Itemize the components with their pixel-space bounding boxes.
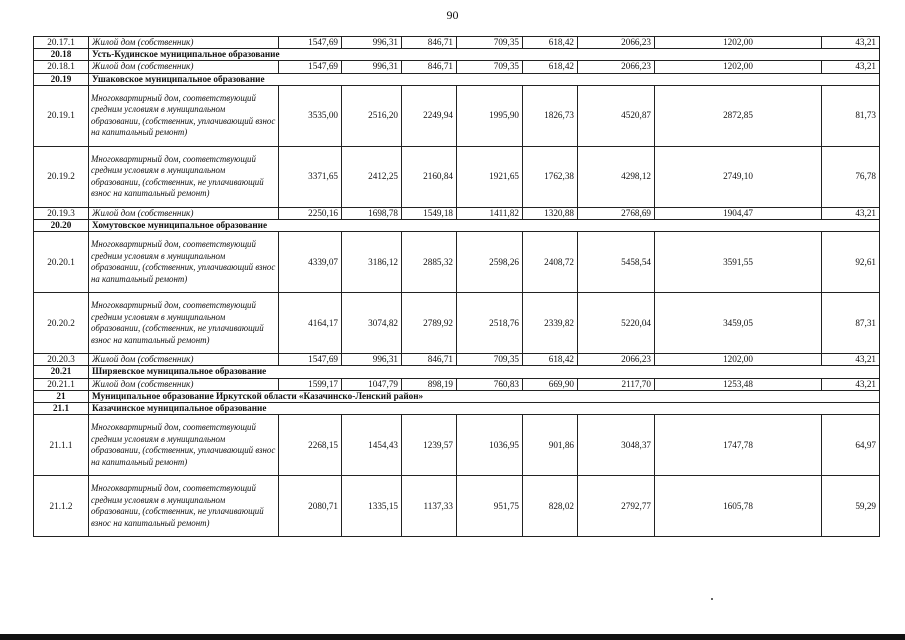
row-description: Жилой дом (собственник) bbox=[89, 207, 279, 219]
value-cell: 898,19 bbox=[402, 378, 457, 390]
value-cell: 3591,55 bbox=[655, 232, 822, 293]
section-row bbox=[34, 390, 880, 402]
value-cell: 996,31 bbox=[342, 354, 402, 366]
section-title: Хомутовское муниципальное образование bbox=[89, 220, 880, 232]
value-cell: 1904,47 bbox=[655, 207, 822, 219]
value-cell: 828,02 bbox=[523, 476, 578, 537]
value-cell: 1547,69 bbox=[279, 37, 342, 49]
value-cell: 87,31 bbox=[822, 293, 880, 354]
table-row bbox=[34, 61, 880, 73]
value-cell: 43,21 bbox=[822, 37, 880, 49]
tariff-table bbox=[33, 36, 880, 537]
value-cell: 2066,23 bbox=[578, 354, 655, 366]
value-cell: 846,71 bbox=[402, 37, 457, 49]
row-code: 21.1.2 bbox=[34, 476, 89, 537]
row-description: Многоквартирный дом, соответствующий средним условиям в муниципальном образовании, (собственник, уплачивающий взнос на капитальный ремонт) bbox=[89, 85, 279, 146]
value-cell: 2518,76 bbox=[457, 293, 523, 354]
page-number: 90 bbox=[446, 8, 459, 22]
section-code: 20.18 bbox=[34, 49, 89, 61]
value-cell: 1036,95 bbox=[457, 415, 523, 476]
section-title: Ушаковское муниципальное образование bbox=[89, 73, 880, 85]
row-code: 20.21.1 bbox=[34, 378, 89, 390]
value-cell: 996,31 bbox=[342, 37, 402, 49]
value-cell: 2268,15 bbox=[279, 415, 342, 476]
value-cell: 4164,17 bbox=[279, 293, 342, 354]
table-row bbox=[34, 232, 880, 293]
value-cell: 81,73 bbox=[822, 85, 880, 146]
value-cell: 92,61 bbox=[822, 232, 880, 293]
value-cell: 2066,23 bbox=[578, 37, 655, 49]
value-cell: 2339,82 bbox=[523, 293, 578, 354]
value-cell: 2789,92 bbox=[402, 293, 457, 354]
value-cell: 618,42 bbox=[523, 37, 578, 49]
scan-edge bbox=[0, 634, 905, 640]
value-cell: 5220,04 bbox=[578, 293, 655, 354]
section-row bbox=[34, 49, 880, 61]
value-cell: 2598,26 bbox=[457, 232, 523, 293]
value-cell: 1826,73 bbox=[523, 85, 578, 146]
value-cell: 43,21 bbox=[822, 207, 880, 219]
section-title: Усть-Кудинское муниципальное образование bbox=[89, 49, 880, 61]
value-cell: 2249,94 bbox=[402, 85, 457, 146]
section-title: Казачинское муниципальное образование bbox=[89, 403, 880, 415]
row-code: 20.19.3 bbox=[34, 207, 89, 219]
table-body bbox=[34, 37, 880, 537]
value-cell: 618,42 bbox=[523, 354, 578, 366]
value-cell: 1320,88 bbox=[523, 207, 578, 219]
value-cell: 2792,77 bbox=[578, 476, 655, 537]
value-cell: 5458,54 bbox=[578, 232, 655, 293]
value-cell: 1747,78 bbox=[655, 415, 822, 476]
value-cell: 2408,72 bbox=[523, 232, 578, 293]
table-row bbox=[34, 415, 880, 476]
value-cell: 709,35 bbox=[457, 61, 523, 73]
value-cell: 1047,79 bbox=[342, 378, 402, 390]
row-code: 20.17.1 bbox=[34, 37, 89, 49]
scan-speck bbox=[711, 598, 713, 600]
value-cell: 1202,00 bbox=[655, 37, 822, 49]
row-code: 20.20.1 bbox=[34, 232, 89, 293]
value-cell: 2250,16 bbox=[279, 207, 342, 219]
value-cell: 1411,82 bbox=[457, 207, 523, 219]
value-cell: 4298,12 bbox=[578, 146, 655, 207]
row-description: Жилой дом (собственник) bbox=[89, 354, 279, 366]
row-description: Многоквартирный дом, соответствующий средним условиям в муниципальном образовании, (собственник, не уплачивающий взнос на капитальный ремонт) bbox=[89, 476, 279, 537]
row-description: Жилой дом (собственник) bbox=[89, 378, 279, 390]
value-cell: 1599,17 bbox=[279, 378, 342, 390]
value-cell: 2412,25 bbox=[342, 146, 402, 207]
value-cell: 1921,65 bbox=[457, 146, 523, 207]
value-cell: 2516,20 bbox=[342, 85, 402, 146]
row-code: 20.19.2 bbox=[34, 146, 89, 207]
section-code: 21.1 bbox=[34, 403, 89, 415]
value-cell: 951,75 bbox=[457, 476, 523, 537]
value-cell: 1995,90 bbox=[457, 85, 523, 146]
value-cell: 3186,12 bbox=[342, 232, 402, 293]
value-cell: 76,78 bbox=[822, 146, 880, 207]
value-cell: 2066,23 bbox=[578, 61, 655, 73]
row-description: Многоквартирный дом, соответствующий средним условиям в муниципальном образовании, (собственник, уплачивающий взнос на капитальный ремонт) bbox=[89, 232, 279, 293]
value-cell: 618,42 bbox=[523, 61, 578, 73]
value-cell: 43,21 bbox=[822, 378, 880, 390]
value-cell: 2749,10 bbox=[655, 146, 822, 207]
value-cell: 64,97 bbox=[822, 415, 880, 476]
section-code: 21 bbox=[34, 390, 89, 402]
value-cell: 1454,43 bbox=[342, 415, 402, 476]
section-code: 20.20 bbox=[34, 220, 89, 232]
section-code: 20.19 bbox=[34, 73, 89, 85]
value-cell: 2117,70 bbox=[578, 378, 655, 390]
value-cell: 846,71 bbox=[402, 61, 457, 73]
section-row bbox=[34, 220, 880, 232]
value-cell: 846,71 bbox=[402, 354, 457, 366]
value-cell: 1762,38 bbox=[523, 146, 578, 207]
row-description: Многоквартирный дом, соответствующий средним условиям в муниципальном образовании, (собственник, не уплачивающий взнос на капитальный ремонт) bbox=[89, 146, 279, 207]
table-row bbox=[34, 378, 880, 390]
value-cell: 43,21 bbox=[822, 61, 880, 73]
value-cell: 709,35 bbox=[457, 37, 523, 49]
table-row bbox=[34, 207, 880, 219]
row-code: 20.20.3 bbox=[34, 354, 89, 366]
value-cell: 1202,00 bbox=[655, 354, 822, 366]
value-cell: 1698,78 bbox=[342, 207, 402, 219]
value-cell: 1253,48 bbox=[655, 378, 822, 390]
section-row bbox=[34, 366, 880, 378]
value-cell: 3048,37 bbox=[578, 415, 655, 476]
value-cell: 1202,00 bbox=[655, 61, 822, 73]
value-cell: 1335,15 bbox=[342, 476, 402, 537]
table-row bbox=[34, 476, 880, 537]
table-row bbox=[34, 354, 880, 366]
table-row bbox=[34, 37, 880, 49]
value-cell: 3459,05 bbox=[655, 293, 822, 354]
table-row bbox=[34, 293, 880, 354]
row-code: 20.19.1 bbox=[34, 85, 89, 146]
value-cell: 1547,69 bbox=[279, 61, 342, 73]
value-cell: 2160,84 bbox=[402, 146, 457, 207]
value-cell: 2885,32 bbox=[402, 232, 457, 293]
row-description: Многоквартирный дом, соответствующий средним условиям в муниципальном образовании, (собственник, уплачивающий взнос на капитальный ремонт) bbox=[89, 415, 279, 476]
table-row bbox=[34, 85, 880, 146]
value-cell: 59,29 bbox=[822, 476, 880, 537]
row-code: 21.1.1 bbox=[34, 415, 89, 476]
value-cell: 3371,65 bbox=[279, 146, 342, 207]
value-cell: 1137,33 bbox=[402, 476, 457, 537]
value-cell: 996,31 bbox=[342, 61, 402, 73]
row-description: Многоквартирный дом, соответствующий средним условиям в муниципальном образовании, (собственник, не уплачивающий взнос на капитальный ремонт) bbox=[89, 293, 279, 354]
section-title: Ширяевское муниципальное образование bbox=[89, 366, 880, 378]
value-cell: 4339,07 bbox=[279, 232, 342, 293]
value-cell: 4520,87 bbox=[578, 85, 655, 146]
value-cell: 709,35 bbox=[457, 354, 523, 366]
section-row bbox=[34, 73, 880, 85]
value-cell: 1605,78 bbox=[655, 476, 822, 537]
section-row bbox=[34, 403, 880, 415]
row-code: 20.20.2 bbox=[34, 293, 89, 354]
table-row bbox=[34, 146, 880, 207]
value-cell: 2872,85 bbox=[655, 85, 822, 146]
value-cell: 3535,00 bbox=[279, 85, 342, 146]
value-cell: 669,90 bbox=[523, 378, 578, 390]
row-code: 20.18.1 bbox=[34, 61, 89, 73]
row-description: Жилой дом (собственник) bbox=[89, 61, 279, 73]
value-cell: 901,86 bbox=[523, 415, 578, 476]
value-cell: 2080,71 bbox=[279, 476, 342, 537]
value-cell: 1549,18 bbox=[402, 207, 457, 219]
value-cell: 1239,57 bbox=[402, 415, 457, 476]
value-cell: 760,83 bbox=[457, 378, 523, 390]
row-description: Жилой дом (собственник) bbox=[89, 37, 279, 49]
value-cell: 43,21 bbox=[822, 354, 880, 366]
value-cell: 2768,69 bbox=[578, 207, 655, 219]
section-title: Муниципальное образование Иркутской области «Казачинско-Ленский район» bbox=[89, 390, 880, 402]
section-code: 20.21 bbox=[34, 366, 89, 378]
value-cell: 1547,69 bbox=[279, 354, 342, 366]
value-cell: 3074,82 bbox=[342, 293, 402, 354]
